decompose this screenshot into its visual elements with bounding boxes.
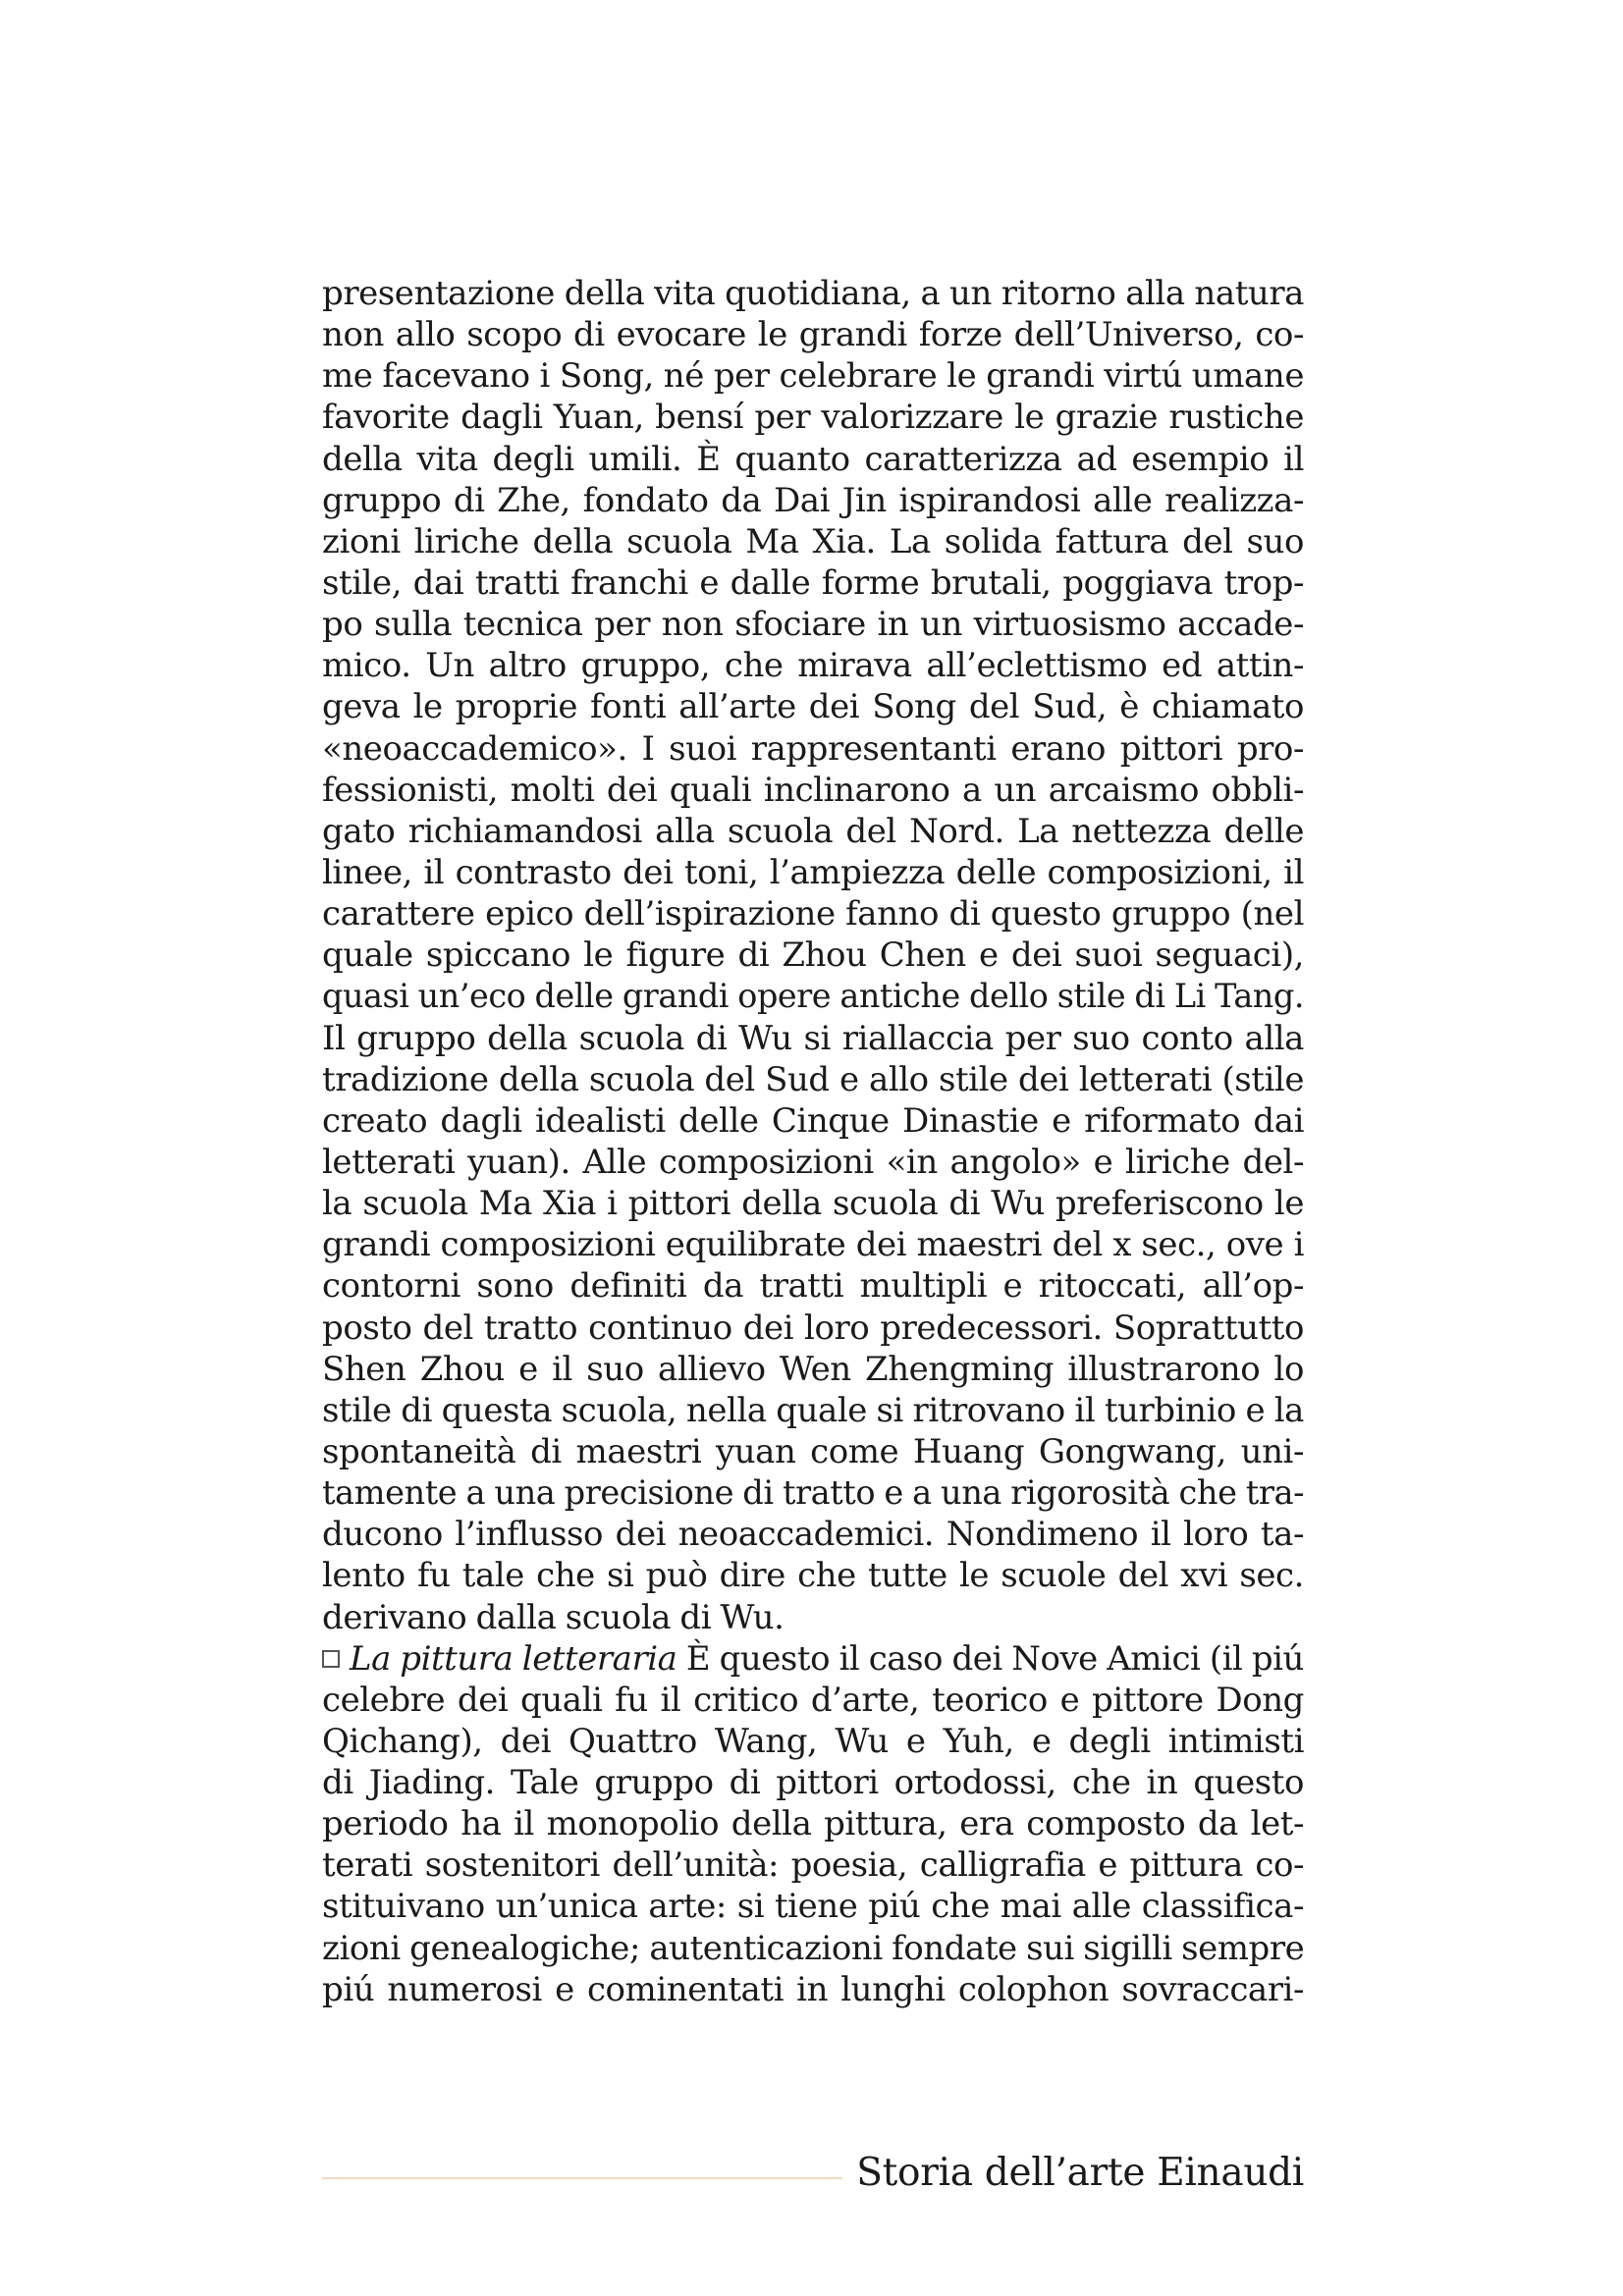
footer-rule <box>322 2177 842 2179</box>
text-line: fessionisti, molti dei quali inclinarono a un arcaismo obbli- <box>322 770 1304 810</box>
body-paragraph <box>322 273 1304 1638</box>
text-line: «neoaccademico». I suoi rappresentanti erano pittori pro- <box>322 728 1304 769</box>
text-line: tamente a una precisione di tratto e a una rigorosità che tra- <box>322 1473 1304 1513</box>
text-line: lento fu tale che si può dire che tutte le scuole del xvi sec. <box>322 1556 1304 1596</box>
text-line: letterati yuan). Alle composizioni «in angolo» e liriche del- <box>322 1142 1304 1182</box>
text-line: contorni sono definiti da tratti multipli e ritoccati, all’op- <box>322 1266 1304 1307</box>
text-line: derivano dalla scuola di Wu. <box>322 1597 784 1637</box>
text-line: favorite dagli Yuan, bensí per valorizzare le grazie rustiche <box>322 398 1304 438</box>
section-first-line-text: È questo il caso dei Nove Amici (il piú <box>676 1638 1304 1679</box>
text-line: po sulla tecnica per non sfociare in un virtuosismo accade- <box>322 605 1304 645</box>
text-line: gruppo di Zhe, fondato da Dai Jin ispirandosi alle realizza- <box>322 480 1304 520</box>
text-line: terati sostenitori dell’unità: poesia, calligrafia e pittura co- <box>322 1845 1304 1886</box>
text-line: periodo ha il monopolio della pittura, era composto da let- <box>322 1804 1304 1844</box>
text-line: quale spiccano le figure di Zhou Chen e dei suoi seguaci), <box>322 935 1304 976</box>
text-line: di Jiading. Tale gruppo di pittori ortodossi, che in questo <box>322 1763 1304 1803</box>
section-paragraph <box>322 1638 1304 2010</box>
text-line: linee, il contrasto dei toni, l’ampiezza delle composizioni, il <box>322 852 1304 892</box>
text-line: geva le proprie fonti all’arte dei Song del Sud, è chiamato <box>322 687 1304 727</box>
text-line: presentazione della vita quotidiana, a un ritorno alla natura <box>322 274 1304 313</box>
text-line: zioni genealogiche; autenticazioni fondate sui sigilli sempre <box>322 1928 1305 1968</box>
text-line: carattere epico dell’ispirazione fanno di questo gruppo (nel <box>322 894 1304 934</box>
text-line: grandi composizioni equilibrate dei maestri del x sec., ove i <box>322 1225 1304 1265</box>
text-line: Qichang), dei Quattro Wang, Wu e Yuh, e degli intimisti <box>322 1721 1304 1761</box>
text-line: creato dagli idealisti delle Cinque Dinastie e riformato dai <box>322 1100 1304 1141</box>
text-line: piú numerosi e cominentati in lunghi colophon sovraccari- <box>322 1969 1304 2009</box>
section-heading: La pittura letteraria <box>350 1638 677 1679</box>
text-line: stile, dai tratti franchi e dalle forme brutali, poggiava trop- <box>322 562 1304 603</box>
main-text <box>322 273 1304 2010</box>
text-line: della vita degli umili. È quanto caratterizza ad esempio il <box>322 439 1304 479</box>
text-line: stile di questa scuola, nella quale si ritrovano il turbinio e la <box>322 1390 1304 1430</box>
text-line: mico. Un altro gruppo, che mirava all’eclettismo ed attin- <box>322 646 1304 686</box>
text-line: la scuola Ma Xia i pittori della scuola di Wu preferiscono le <box>322 1184 1304 1224</box>
text-line: tradizione della scuola del Sud e allo stile dei letterati (stile <box>322 1059 1304 1099</box>
text-line: Shen Zhou e il suo allievo Wen Zhengming illustrarono lo <box>322 1349 1304 1389</box>
text-line: ducono l’influsso dei neoaccademici. Nondimeno il loro ta- <box>322 1515 1304 1555</box>
text-line: Il gruppo della scuola di Wu si riallaccia per suo conto alla <box>322 1018 1304 1058</box>
square-bullet-icon <box>322 1650 340 1668</box>
text-line: non allo scopo di evocare le grandi forze dell’Universo, co- <box>322 315 1304 355</box>
section-first-line <box>322 1638 1304 1680</box>
text-line: posto del tratto continuo dei loro predecessori. Soprattutto <box>322 1308 1304 1348</box>
text-line: spontaneità di maestri yuan come Huang Gongwang, uni- <box>322 1431 1304 1471</box>
text-line: me facevano i Song, né per celebrare le grandi virtú umane <box>322 356 1304 397</box>
footer-title: Storia dell’arte Einaudi <box>856 2151 1304 2195</box>
text-line: stituivano un’unica arte: si tiene piú che mai alle classifica- <box>322 1887 1304 1927</box>
text-line: quasi un’eco delle grandi opere antiche dello stile di Li Tang. <box>322 977 1304 1016</box>
text-line: gato richiamandosi alla scuola del Nord. La nettezza delle <box>322 811 1304 851</box>
text-line: zioni liriche della scuola Ma Xia. La solida fattura del suo <box>322 521 1304 561</box>
text-line: celebre dei quali fu il critico d’arte, teorico e pittore Dong <box>322 1680 1304 1720</box>
